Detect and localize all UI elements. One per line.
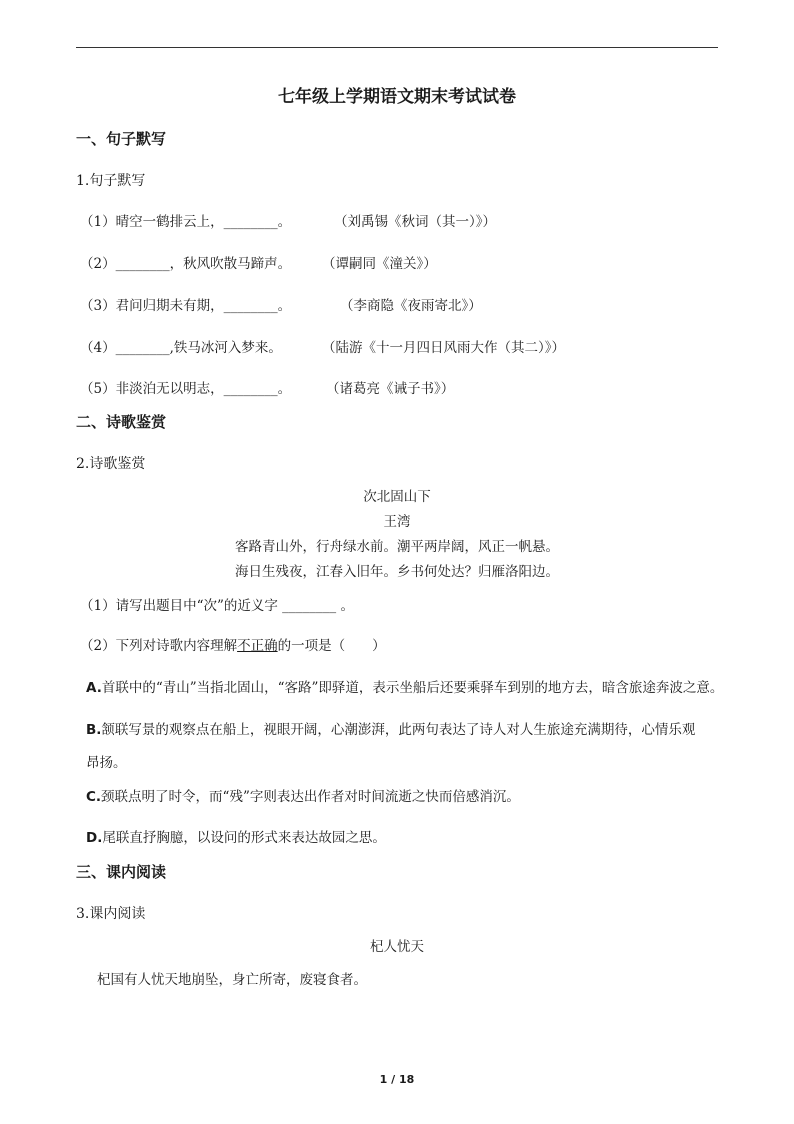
option-b-text: 颔联写景的观察点在船上，视眼开阔，心潮澎湃，此两句表达了诗人对人生旅途充满期待，心情乐观 [101,722,696,738]
option-c [86,788,520,806]
option-b-key: B. [86,722,102,738]
option-c-text: 颈联点明了时令，而“残”字则表达出作者对时间流逝之快而倍感消沉。 [101,789,520,805]
q1-item-2-source: （谭嗣同《潼关》） [322,256,437,272]
q1-item-5-source: （诸葛亮《诫子书》） [326,381,455,397]
q2-sub-2 [80,637,386,655]
section-heading-3: 三、课内阅读 [76,863,167,881]
header-rule [76,47,718,48]
q1-item-2-text: （2）________，秋风吹散马蹄声。 [80,256,292,272]
option-c-key: C. [86,789,102,805]
q1-item-5-text: （5）非淡泊无以明志，________。 [80,381,292,397]
section-heading-1: 一、句子默写 [76,130,167,148]
section-heading-2: 二、诗歌鉴赏 [76,413,167,431]
option-a-key: A. [86,680,102,696]
page-title: 七年级上学期语文期末考试试卷 [278,87,516,107]
question-3-label: 3.课内阅读 [76,906,146,922]
poem-line-1: 客路青山外，行舟绿水前。潮平两岸阔，风正一帆悬。 [235,539,559,555]
option-a [86,679,723,697]
q2-sub-2-prefix: （2）下列对诗歌内容理解 [80,638,238,654]
passage-title: 杞人忧天 [370,939,424,955]
option-d [86,829,386,847]
question-1-label: 1.句子默写 [76,173,146,189]
q1-item-4-text: （4）________,铁马冰河入梦来。 [80,340,282,356]
page-number: 1 / 18 [379,1073,415,1086]
option-b [86,721,695,739]
q1-item-1-source: （刘禹锡《秋词（其一）》） [334,214,496,230]
q1-item-1-text: （1）晴空一鹤排云上，________。 [80,214,292,230]
q2-sub-2-emphasis: 不正确 [237,638,278,654]
option-d-text: 尾联直抒胸臆，以设问的形式来表达故园之思。 [102,830,386,846]
poem-author: 王湾 [383,514,411,530]
poem-title: 次北固山下 [363,489,431,505]
q1-item-3-text: （3）君问归期未有期，________。 [80,298,292,314]
option-b-text-continued: 昂扬。 [86,755,127,771]
passage-line-1: 杞国有人忧天地崩坠，身亡所寄，废寝食者。 [97,972,367,988]
q2-sub-2-suffix: 的一项是（ ） [277,638,386,654]
q2-sub-1: （1）请写出题目中“次”的近义字 ________ 。 [80,598,354,614]
option-d-key: D. [86,830,103,846]
q1-item-3-source: （李商隐《夜雨寄北》） [340,298,482,314]
poem-line-2: 海日生残夜，江春入旧年。乡书何处达？归雁洛阳边。 [235,564,559,580]
q1-item-4-source: （陆游《十一月四日风雨大作（其二）》） [322,340,565,356]
question-2-label: 2.诗歌鉴赏 [76,456,146,472]
option-a-text: 首联中的“青山”当指北固山，“客路”即驿道，表示坐船后还要乘驿车到别的地方去，暗含旅途奔波之意。 [101,680,724,696]
